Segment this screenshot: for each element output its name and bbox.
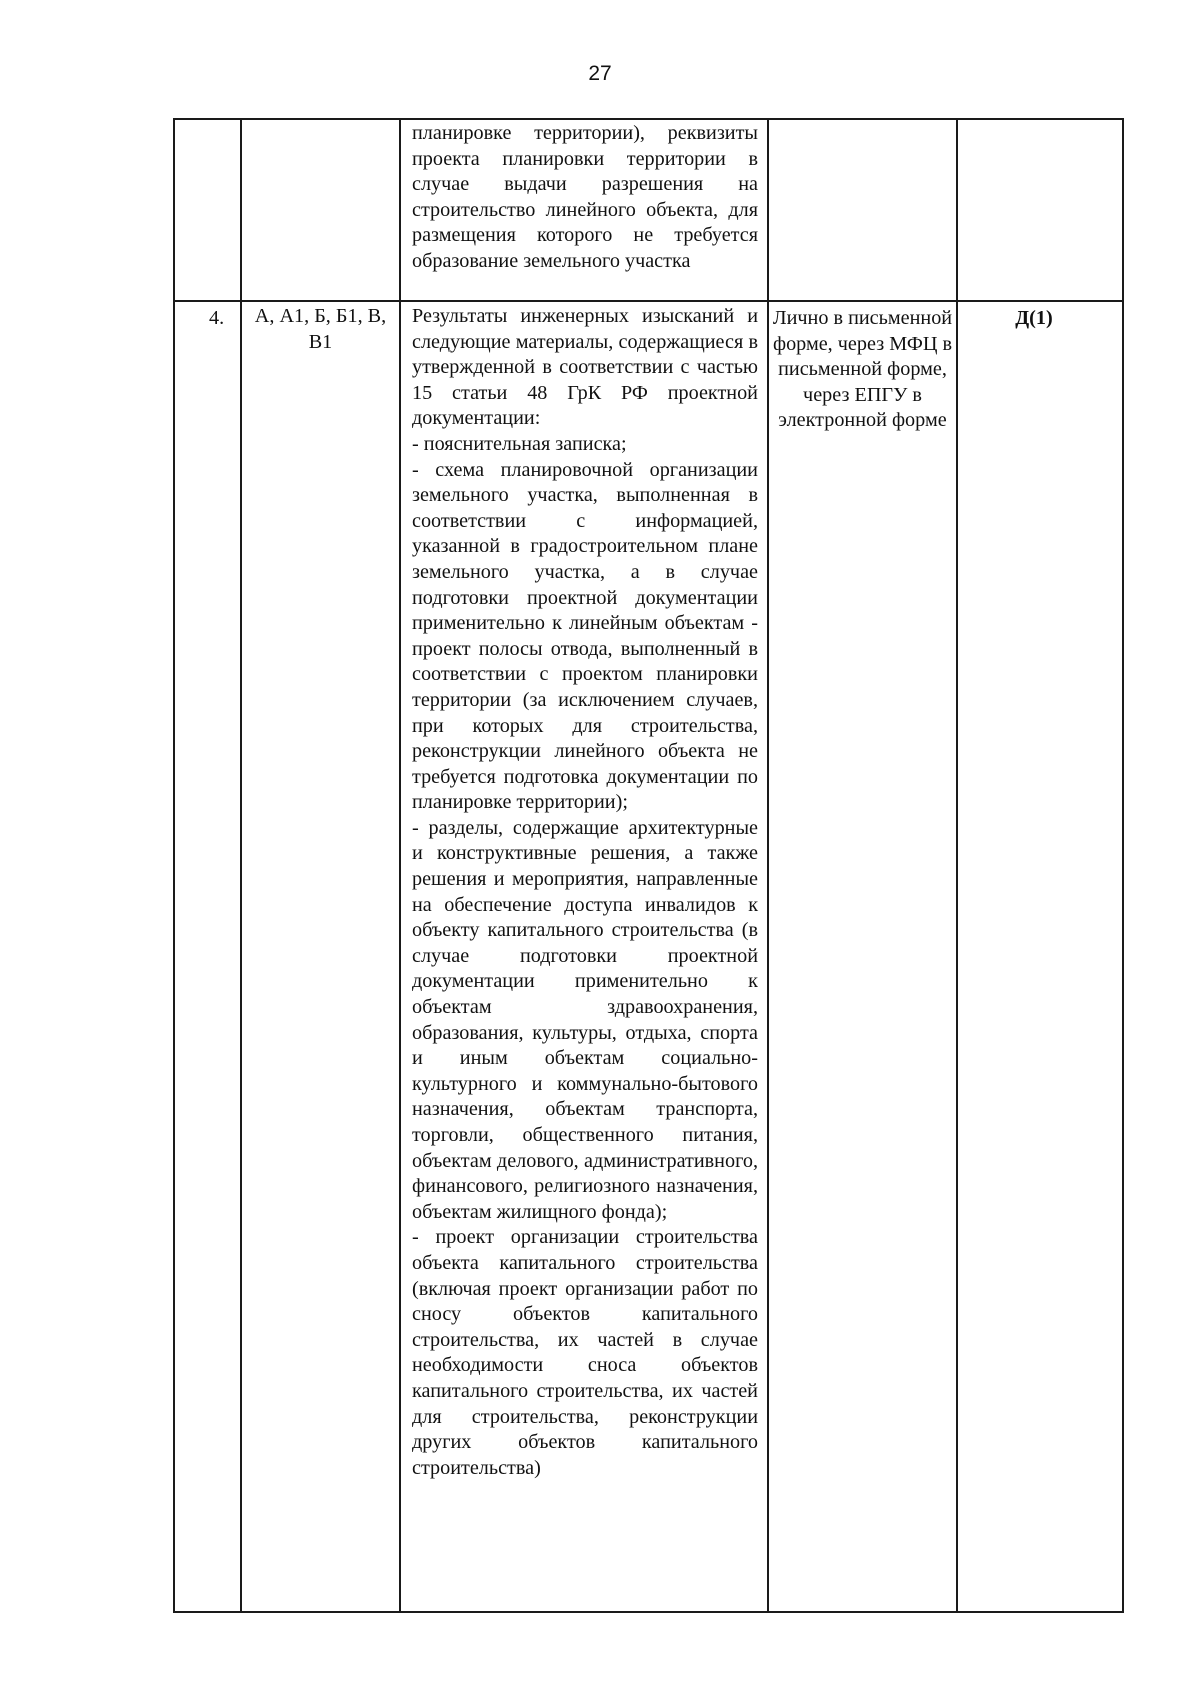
code <box>958 120 1122 124</box>
submission-method-cell <box>768 119 957 301</box>
table-row <box>174 119 1123 301</box>
documents-cell <box>400 119 768 301</box>
categories: А, А1, Б, Б1, В, В1 <box>254 305 387 353</box>
documents-cell <box>400 301 768 1612</box>
code-cell <box>957 301 1123 1612</box>
submission-method <box>769 120 956 124</box>
documents-text: Результаты инженерных изысканий и следующие материалы, содержащиеся в утвержденной в соответствии с частью 15 статьи 48 ГрК РФ проектной документации: - пояснительная записка; - схема планировочной организации земельного участка, выполненная в соответствии с информацией, указанной в градостроительном плане земельного участка, а в случае подготовки проектной документации применительно к линейным объектам - проект полосы отвода, выполненный в соответствии с проектом планировки территории (за исключением случаев, при которых для строительства, реконструкции линейного объекта не требуется подготовка документации по планировке территории); - разделы, содержащие архитектурные и конструктивные решения, а также решения и мероприятия, направленные на обеспечение доступа инвалидов к объекту капитального строительства (в случае подготовки проектной документации применительно к объектам здравоохранения, образования, культуры, отдыха, спорта и иным объектам социально-культурного и коммунально-бытового назначения, объектам транспорта, торговли, общественного питания, объектам делового, административного, финансового, религиозного назначения, объектам жилищного фонда); - проект организации строительства объекта капитального строительства (включая проект организации работ по сносу объектов капитального строительства, их частей в случае необходимости сноса объектов капитального строительства, их частей для строительства, реконструкции других объектов капитального строительства) <box>412 305 758 1479</box>
row-number-cell <box>174 301 241 1612</box>
categories-cell <box>241 119 400 301</box>
row-number-cell <box>174 119 241 301</box>
table-row <box>174 301 1123 1612</box>
submission-method: Лично в письменной форме, через МФЦ в письменной форме, через ЕПГУ в электронной форме <box>772 307 953 432</box>
documents-text: планировке территории), реквизиты проекта планировки территории в случае выдачи разрешения на строительство линейного объекта, для размещения которого не требуется образование земельного участка <box>412 122 758 272</box>
code: Д(1) <box>1015 307 1053 329</box>
code-cell <box>957 119 1123 301</box>
documents-table <box>173 118 1124 1613</box>
submission-method-cell <box>768 301 957 1612</box>
page-number: 27 <box>588 62 612 85</box>
row-number: 4. <box>209 307 225 329</box>
categories-cell <box>241 301 400 1612</box>
